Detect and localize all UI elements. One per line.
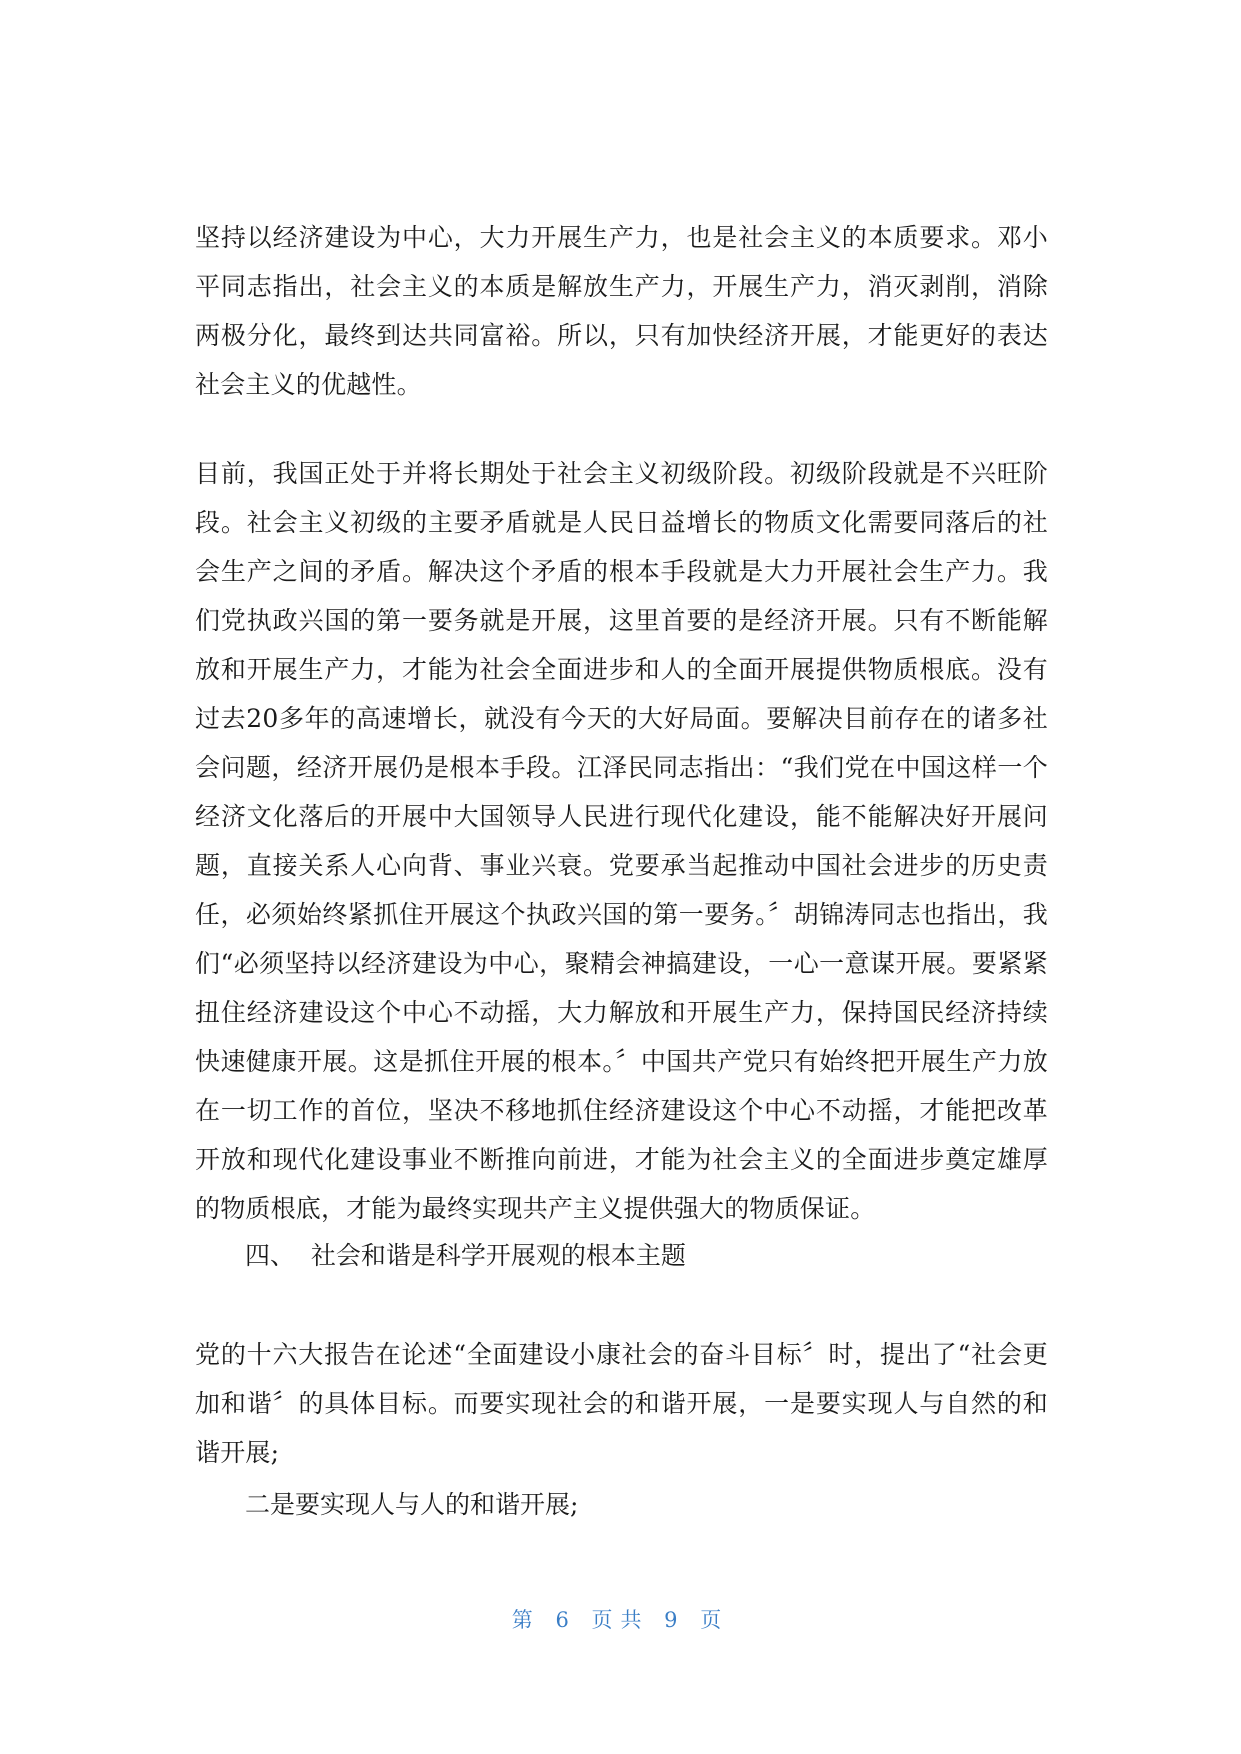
section-heading: 四、 社会和谐是科学开展观的根本主题 [245, 1241, 686, 1270]
paragraph-social-harmony: 党的十六大报告在论述“全面建设小康社会的奋斗目标〞时，提出了“社会更加和谐〞的具体目标。而要实现社会的和谐开展，一是要实现人与自然的和谐开展; [195, 1340, 1048, 1467]
page-number-footer: 第 6 页共 9 页 [511, 1608, 730, 1632]
paragraph-economic-center: 坚持以经济建设为中心，大力开展生产力，也是社会主义的本质要求。邓小平同志指出，社会主义的本质是解放生产力，开展生产力，消灭剥削，消除两极分化，最终到达共同富裕。所以，只有加快经济开展，才能更好的表达社会主义的优越性。 [195, 223, 1048, 399]
paragraph-primary-stage: 目前，我国正处于并将长期处于社会主义初级阶段。初级阶段就是不兴旺阶段。社会主义初级的主要矛盾就是人民日益增长的物质文化需要同落后的社会生产之间的矛盾。解决这个矛盾的根本手段就是大力开展社会生产力。我们党执政兴国的第一要务就是开展，这里首要的是经济开展。只有不断能解放和开展生产力，才能为社会全面进步和人的全面开展提供物质根底。没有过去20多年的高速增长，就没有今天的大好局面。要解决目前存在的诸多社会问题，经济开展仍是根本手段。江泽民同志指出：“我们党在中国这样一个经济文化落后的开展中大国领导人民进行现代化建设，能不能解决好开展问题，直接关系人心向背、事业兴衰。党要承当起推动中国社会进步的历史责任，必须始终紧抓住开展这个执政兴国的第一要务。〞胡锦涛同志也指出，我们“必须坚持以经济建设为中心，聚精会神搞建设，一心一意谋开展。要紧紧扭住经济建设这个中心不动摇，大力解放和开展生产力，保持国民经济持续快速健康开展。这是抓住开展的根本。〞中国共产党只有始终把开展生产力放在一切工作的首位，坚决不移地抓住经济建设这个中心不动摇，才能把改革开放和现代化建设事业不断推向前进，才能为社会主义的全面进步奠定雄厚的物质根底，才能为最终实现共产主义提供强大的物质保证。 [195, 459, 1048, 1223]
paragraph-human-harmony: 二是要实现人与人的和谐开展; [245, 1490, 579, 1519]
